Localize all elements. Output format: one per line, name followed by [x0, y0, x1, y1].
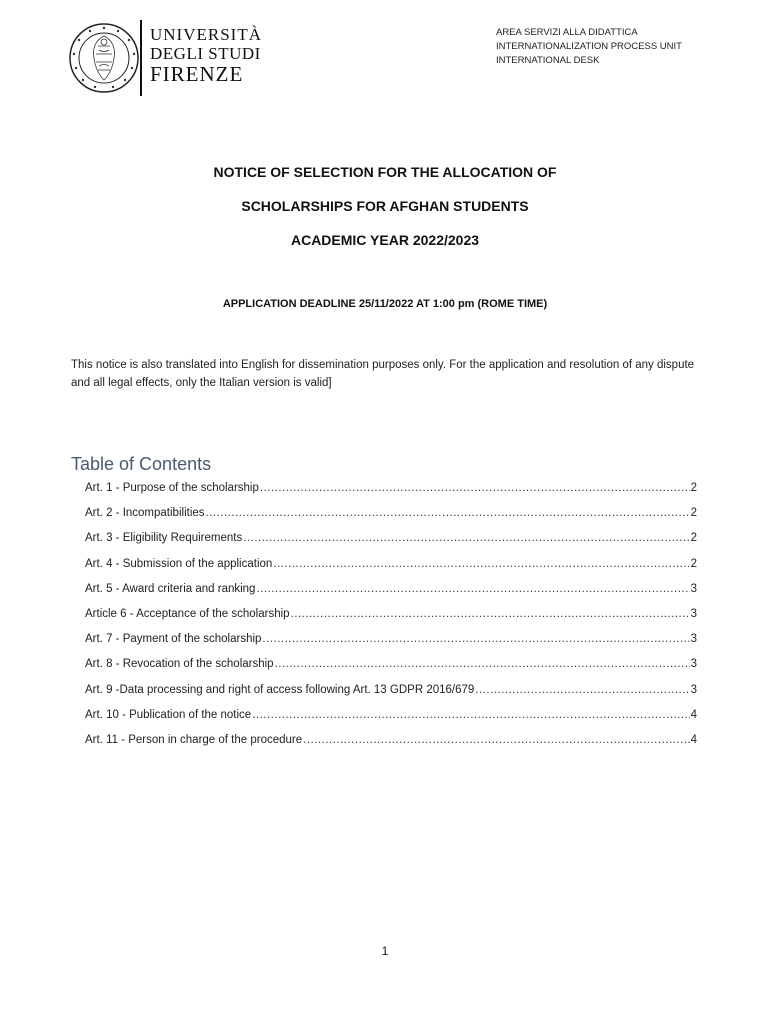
- university-logo: [150, 26, 262, 85]
- toc-item-page: 4: [690, 708, 697, 721]
- toc-item[interactable]: [85, 507, 697, 532]
- toc-item[interactable]: [85, 558, 697, 583]
- application-deadline: APPLICATION DEADLINE 25/11/2022 AT 1:00 pm (ROME TIME): [222, 298, 548, 310]
- toc-item[interactable]: [85, 633, 697, 658]
- toc-item-page: 2: [690, 507, 697, 520]
- toc-item-page: 3: [690, 582, 697, 595]
- toc-item[interactable]: [85, 482, 697, 507]
- toc-leader-dots: [252, 709, 689, 721]
- logo-line-1: UNIVERSITÀ: [150, 25, 262, 44]
- office-line: AREA SERVIZI ALLA DIDATTICA: [496, 27, 638, 38]
- toc-item-label: Art. 8 - Revocation of the scholarship: [85, 658, 274, 671]
- toc-item[interactable]: [85, 734, 697, 759]
- logo-line-2: DEGLI STUDI: [150, 44, 261, 63]
- toc-item-label: Art. 1 - Purpose of the scholarship: [85, 482, 259, 494]
- toc-item[interactable]: [85, 608, 697, 633]
- toc-item[interactable]: [85, 532, 697, 557]
- toc-item-page: 3: [690, 683, 697, 696]
- toc-item-page: 2: [690, 482, 697, 494]
- toc-leader-dots: [262, 633, 689, 645]
- toc-item-page: 3: [690, 607, 697, 620]
- document-title-line-3: ACADEMIC YEAR 2022/2023: [290, 232, 480, 248]
- toc-item[interactable]: [85, 583, 697, 608]
- translation-notice: This notice is also translated into English for dissemination purposes only. For the application and resolution of any dispute and all legal effects, only the Italian version is valid]: [71, 359, 695, 389]
- toc-leader-dots: [273, 558, 689, 570]
- toc-leader-dots: [291, 608, 690, 620]
- toc-leader-dots: [275, 658, 690, 670]
- toc-leader-dots: [260, 482, 690, 494]
- toc-item[interactable]: [85, 709, 697, 734]
- toc-leader-dots: [206, 507, 690, 519]
- page-number: 1: [381, 944, 389, 958]
- toc-item-label: Art. 2 - Incompatibilities: [85, 507, 205, 520]
- logo-divider: [140, 20, 142, 96]
- toc-item[interactable]: [85, 658, 697, 683]
- toc-leader-dots: [475, 684, 689, 696]
- toc-item-label: Art. 9 -Data processing and right of access following Art. 13 GDPR 2016/679: [85, 683, 475, 696]
- toc-leader-dots: [303, 734, 689, 746]
- toc-item-page: 3: [690, 633, 697, 646]
- toc-item-page: 2: [690, 557, 697, 570]
- toc-heading: Table of Contents: [71, 454, 212, 474]
- office-line: INTERNATIONALIZATION PROCESS UNIT: [496, 41, 682, 52]
- toc-item-page: 4: [690, 733, 697, 746]
- document-title-line-1: NOTICE OF SELECTION FOR THE ALLOCATION OF: [213, 164, 557, 180]
- toc-item-label: Art. 4 - Submission of the application: [85, 557, 273, 570]
- university-seal-icon: [68, 22, 140, 94]
- toc-item-label: Art. 10 - Publication of the notice: [85, 708, 252, 721]
- toc-item[interactable]: [85, 684, 697, 709]
- toc-item-page: 3: [690, 658, 697, 671]
- toc-item-label: Article 6 - Acceptance of the scholarship: [85, 607, 290, 620]
- toc-item-page: 2: [690, 532, 697, 545]
- toc-item-label: Art. 7 - Payment of the scholarship: [85, 633, 262, 646]
- toc-item-label: Art. 11 - Person in charge of the procedure: [85, 733, 303, 746]
- document-title-line-2: SCHOLARSHIPS FOR AFGHAN STUDENTS: [241, 198, 529, 214]
- office-block: [496, 26, 682, 68]
- toc-leader-dots: [256, 583, 689, 595]
- table-of-contents: [85, 482, 697, 759]
- toc-item-label: Art. 3 - Eligibility Requirements: [85, 532, 243, 545]
- toc-leader-dots: [243, 532, 689, 544]
- office-line: INTERNATIONAL DESK: [496, 55, 600, 66]
- logo-line-3: FIRENZE: [150, 62, 244, 86]
- toc-item-label: Art. 5 - Award criteria and ranking: [85, 582, 256, 595]
